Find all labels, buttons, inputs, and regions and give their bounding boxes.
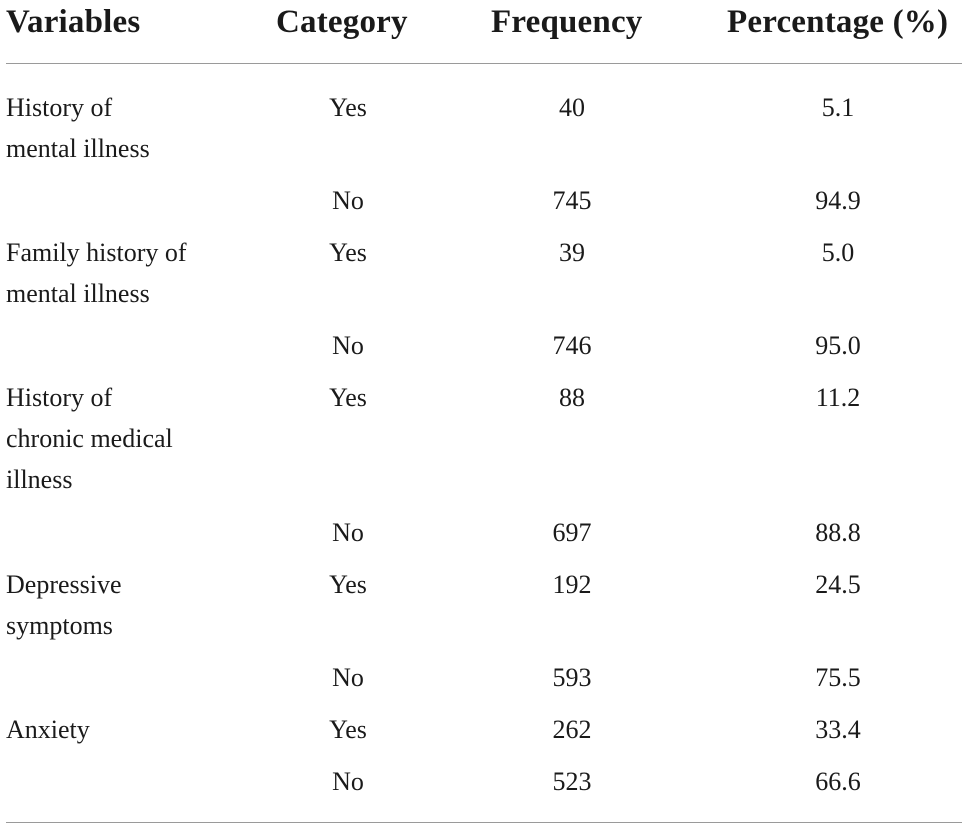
variable-line: chronic medical: [6, 424, 173, 453]
variable-cell: [6, 87, 256, 169]
category-cell: Yes: [329, 570, 367, 599]
category-cell: No: [332, 767, 364, 796]
header-rule: [6, 63, 962, 64]
variable-line: mental illness: [6, 134, 150, 163]
percentage-cell: 75.5: [815, 663, 861, 692]
header-frequency: Frequency: [491, 4, 643, 40]
percentage-cell: 94.9: [815, 186, 861, 215]
variable-cell: [6, 564, 256, 646]
frequency-cell: 697: [552, 518, 592, 547]
percentage-cell: 5.1: [821, 93, 855, 122]
frequency-cell: 745: [552, 186, 592, 215]
frequency-cell: 40: [559, 93, 585, 122]
variable-line: mental illness: [6, 279, 150, 308]
variable-line: Family history of: [6, 238, 187, 267]
category-cell: Yes: [329, 93, 367, 122]
frequency-cell: 88: [559, 383, 585, 412]
category-cell: No: [332, 518, 364, 547]
frequency-cell: 192: [552, 570, 592, 599]
category-cell: No: [332, 331, 364, 360]
percentage-cell: 24.5: [815, 570, 861, 599]
bottom-rule: [6, 822, 962, 823]
variable-line: Anxiety: [6, 715, 90, 744]
percentage-cell: 95.0: [815, 331, 861, 360]
variable-cell: [6, 709, 256, 750]
variable-line: History of: [6, 93, 113, 122]
variable-cell: [6, 232, 256, 314]
percentage-cell: 5.0: [821, 238, 855, 267]
category-cell: No: [332, 663, 364, 692]
frequency-cell: 593: [552, 663, 592, 692]
percentage-cell: 88.8: [815, 518, 861, 547]
category-cell: Yes: [329, 715, 367, 744]
variable-line: Depressive: [6, 570, 122, 599]
percentage-cell: 66.6: [815, 767, 861, 796]
variable-line: History of: [6, 383, 113, 412]
variable-line: illness: [6, 465, 73, 494]
category-cell: Yes: [329, 238, 367, 267]
frequency-cell: 523: [552, 767, 592, 796]
frequency-cell: 39: [559, 238, 585, 267]
category-cell: No: [332, 186, 364, 215]
variable-line: symptoms: [6, 611, 113, 640]
header-percentage: Percentage (%): [727, 4, 949, 40]
frequency-cell: 746: [552, 331, 592, 360]
percentage-cell: 33.4: [815, 715, 861, 744]
table-header: [0, 0, 968, 48]
header-category: Category: [276, 4, 408, 40]
frequency-cell: 262: [552, 715, 592, 744]
header-variables: Variables: [6, 4, 141, 40]
variable-cell: [6, 377, 256, 500]
percentage-cell: 11.2: [815, 383, 861, 412]
category-cell: Yes: [329, 383, 367, 412]
